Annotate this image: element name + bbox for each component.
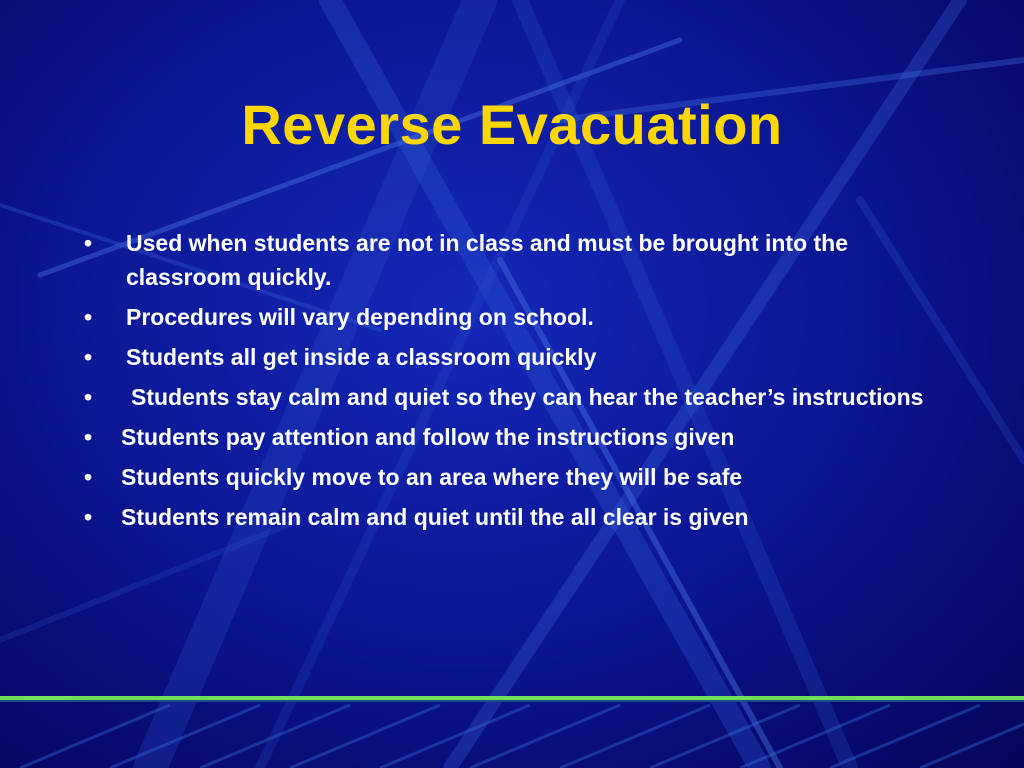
bullet-icon: • — [84, 384, 93, 410]
bullet-list — [84, 226, 964, 540]
bullet-icon: • — [84, 230, 93, 256]
list-item — [84, 380, 964, 414]
list-item — [84, 226, 964, 294]
bullet-icon: • — [84, 464, 93, 490]
bullet-text: Procedures will vary depending on school. — [126, 304, 594, 330]
bullet-icon: • — [84, 304, 93, 330]
divider-shadow — [0, 700, 1024, 702]
bullet-text: Students remain calm and quiet until the all clear is given — [121, 504, 749, 530]
bullet-text: Used when students are not in class and must be brought into the classroom quickly. — [126, 230, 849, 290]
bullet-icon: • — [84, 504, 93, 530]
bullet-icon: • — [84, 424, 93, 450]
bullet-text: Students all get inside a classroom quickly — [126, 344, 597, 370]
list-item — [84, 460, 964, 494]
bullet-text: Students quickly move to an area where they will be safe — [121, 464, 743, 490]
bullet-icon: • — [84, 344, 93, 370]
list-item — [84, 420, 964, 454]
list-item — [84, 300, 964, 334]
bullet-text: Students pay attention and follow the instructions given — [121, 424, 735, 450]
bullet-text: Students stay calm and quiet so they can hear the teacher’s instructions — [131, 384, 924, 410]
list-item — [84, 340, 964, 374]
slide-title: Reverse Evacuation — [241, 93, 783, 156]
list-item — [84, 500, 964, 534]
